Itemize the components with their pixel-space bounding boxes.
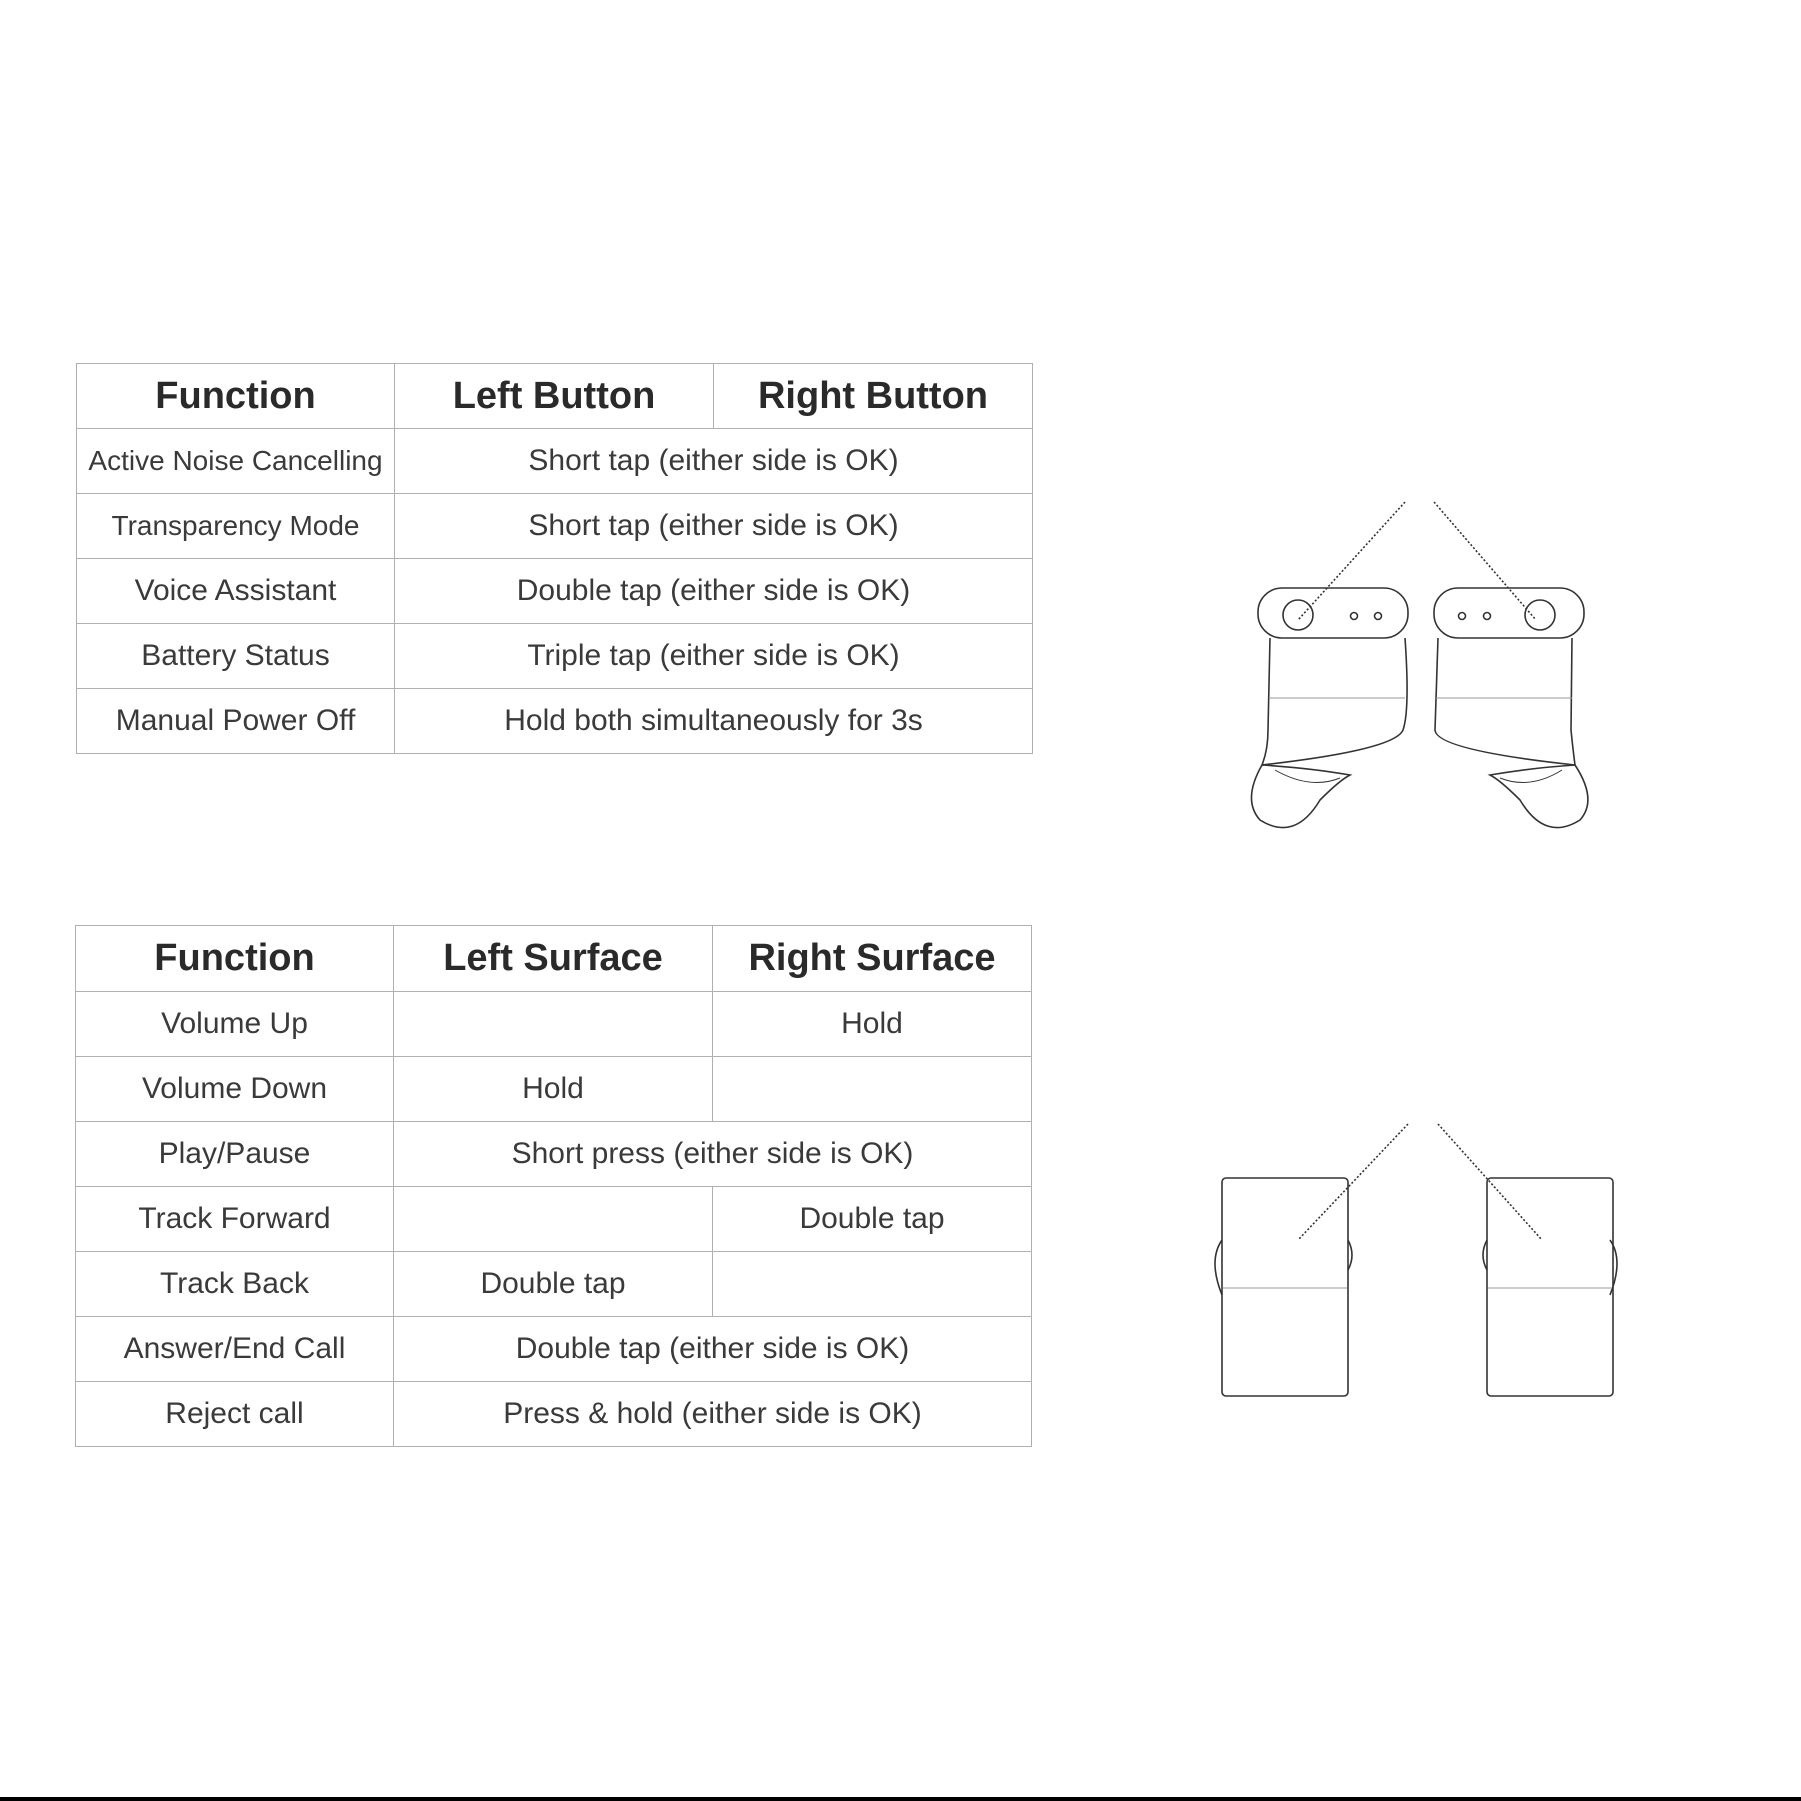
button-controls-table <box>76 363 1033 754</box>
table-row <box>76 1187 1032 1252</box>
header-function: Function <box>77 364 395 429</box>
action-cell: Hold both simultaneously for 3s <box>395 689 1033 754</box>
left-cell <box>394 992 713 1057</box>
function-cell: Manual Power Off <box>77 689 395 754</box>
action-cell: Double tap (either side is OK) <box>394 1317 1032 1382</box>
earbuds-top-view-icon <box>1190 480 1650 830</box>
header-function: Function <box>76 926 394 992</box>
table-row <box>76 1317 1032 1382</box>
left-cell: Hold <box>394 1057 713 1122</box>
table-row <box>76 1057 1032 1122</box>
function-cell: Active Noise Cancelling <box>77 429 395 494</box>
action-cell: Double tap (either side is OK) <box>395 559 1033 624</box>
right-cell: Double tap <box>713 1187 1032 1252</box>
function-cell: Volume Down <box>76 1057 394 1122</box>
header-right-surface: Right Surface <box>713 926 1032 992</box>
header-right-button: Right Button <box>714 364 1033 429</box>
table-header-row <box>77 364 1033 429</box>
table-row <box>77 689 1033 754</box>
right-cell <box>713 1057 1032 1122</box>
table-row <box>76 1122 1032 1187</box>
table-row <box>76 1252 1032 1317</box>
header-left-button: Left Button <box>395 364 714 429</box>
left-cell: Double tap <box>394 1252 713 1317</box>
function-cell: Track Forward <box>76 1187 394 1252</box>
action-cell: Triple tap (either side is OK) <box>395 624 1033 689</box>
action-cell: Short press (either side is OK) <box>394 1122 1032 1187</box>
function-cell: Track Back <box>76 1252 394 1317</box>
table-header-row <box>76 926 1032 992</box>
table-row <box>77 559 1033 624</box>
table-row <box>76 1382 1032 1447</box>
right-cell <box>713 1252 1032 1317</box>
table-row <box>76 992 1032 1057</box>
surface-controls-table <box>75 925 1032 1447</box>
action-cell: Press & hold (either side is OK) <box>394 1382 1032 1447</box>
function-cell: Transparency Mode <box>77 494 395 559</box>
action-cell: Short tap (either side is OK) <box>395 429 1033 494</box>
right-cell: Hold <box>713 992 1032 1057</box>
header-left-surface: Left Surface <box>394 926 713 992</box>
table-row <box>77 429 1033 494</box>
function-cell: Reject call <box>76 1382 394 1447</box>
function-cell: Volume Up <box>76 992 394 1057</box>
page-bottom-border <box>0 1797 1801 1801</box>
left-cell <box>394 1187 713 1252</box>
earbuds-side-view-icon <box>1190 1110 1650 1410</box>
function-cell: Play/Pause <box>76 1122 394 1187</box>
action-cell: Short tap (either side is OK) <box>395 494 1033 559</box>
table-row <box>77 494 1033 559</box>
function-cell: Answer/End Call <box>76 1317 394 1382</box>
function-cell: Voice Assistant <box>77 559 395 624</box>
function-cell: Battery Status <box>77 624 395 689</box>
table-row <box>77 624 1033 689</box>
